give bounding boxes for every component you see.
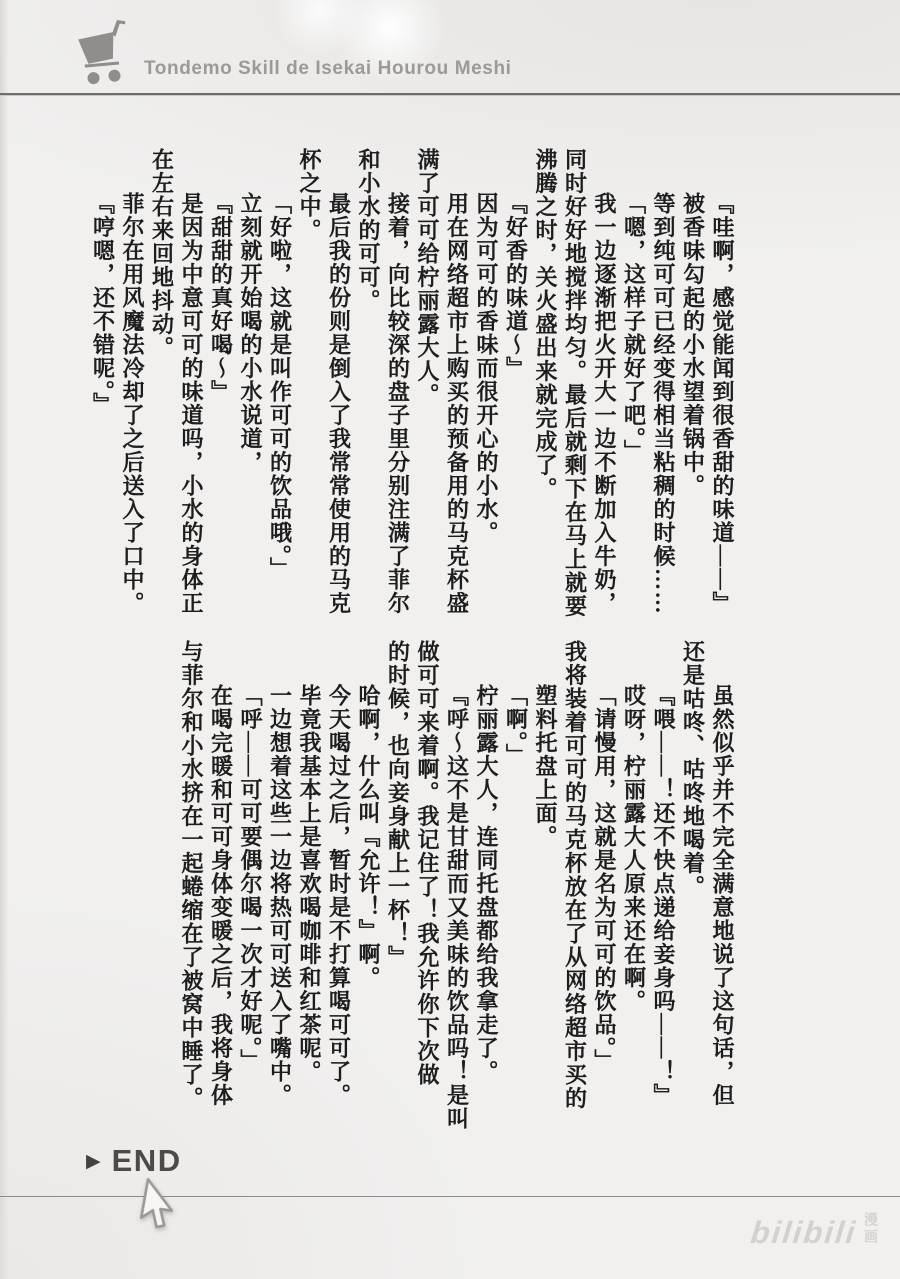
shopping-cart-icon (70, 18, 142, 92)
text-column: 我将装着可可的马克杯放在了从网络超市买的 (562, 640, 588, 1110)
text-column: 虽然似乎并不完全满意地说了这句话，但 (710, 684, 735, 1107)
text-column: 最后我的份则是倒入了我常常使用的马克 (326, 192, 352, 615)
text-column: 『喂——！还不快点递给妾身吗——！』 (651, 684, 676, 1107)
text-column: 杯之中。 (297, 148, 322, 242)
text-column: 与菲尔和小水挤在一起蜷缩在了被窝中睡了。 (179, 640, 204, 1110)
text-column: 『甜甜的真好喝～』 (208, 192, 234, 404)
text-column: 同时好好地搅拌均匀。最后就剩下在马上就要 (562, 148, 588, 618)
text-column: 满了可可给柠丽露大人。 (415, 148, 440, 407)
text-column: 「嗯，这样子就好了吧。」 (621, 192, 647, 463)
text-column: 我一边逐渐把火开大一边不断加入牛奶， (592, 192, 617, 615)
page-header-title: Tondemo Skill de Isekai Hourou Meshi (144, 58, 512, 79)
text-column: 沸腾之时，关火盛出来就完成了。 (533, 148, 558, 501)
text-column: 做可可来着啊。我记住了！我允许你下次做 (415, 640, 440, 1087)
footer-divider (0, 1196, 900, 1197)
text-column: 接着，向比较深的盘子里分别注满了菲尔 (385, 192, 411, 615)
text-column: 『哇啊，感觉能闻到很香甜的味道——』 (710, 192, 735, 615)
text-column: 的时候，也向妾身献上一杯！』 (385, 640, 411, 969)
text-column: 一边想着这些一边将热可可送入了嘴中。 (267, 684, 293, 1107)
text-column: 哎呀，柠丽露大人原来还在啊。 (621, 684, 647, 1013)
text-column: 『好香的味道～』 (503, 192, 529, 380)
text-column: 是因为中意可可的味道吗，小水的身体正 (179, 192, 204, 615)
text-column: 『哼嗯，还不错呢。』 (90, 192, 116, 416)
text-column: 今天喝过之后，暂时是不打算喝可可了。 (326, 684, 352, 1107)
text-column: 「请慢用，这就是名为可可的饮品。」 (592, 684, 617, 1073)
mouse-cursor-icon (136, 1177, 180, 1234)
bilibili-logo-text: bilibili (749, 1215, 859, 1250)
text-column: 立刻就开始喝的小水说道， (238, 192, 263, 474)
text-column: 等到纯可可已经变得相当粘稠的时候…… (651, 192, 676, 615)
header-divider (0, 93, 900, 96)
text-column: 塑料托盘上面。 (533, 684, 558, 849)
end-marker[interactable] (86, 1143, 182, 1179)
text-column: 「啊。」 (503, 684, 529, 767)
page-header (0, 0, 900, 93)
text-column: 还是咕咚、咕咚地喝着。 (680, 640, 706, 899)
text-column: 因为可可的香味而很开心的小水。 (474, 192, 499, 545)
bilibili-manga-watermark (751, 1212, 878, 1248)
play-triangle-icon: ▶ (86, 1150, 101, 1172)
manga-label: 漫画 (863, 1212, 879, 1246)
text-column: 在左右来回地抖动。 (149, 148, 175, 360)
text-column: 和小水的可可。 (356, 148, 381, 313)
text-column: 哈啊，什么叫『允许！』啊。 (356, 684, 381, 990)
text-column: 「好啦，这就是叫作可可的饮品哦。」 (267, 192, 293, 581)
text-column: 「呼——可可要偶尔喝一次才好呢。」 (238, 684, 263, 1073)
text-column: 柠丽露大人，连同托盘都给我拿走了。 (474, 684, 499, 1084)
text-column: 『呼～这不是甘甜而又美味的饮品吗！是叫 (444, 684, 470, 1131)
text-column: 在喝完暖和可可身体变暖之后，我将身体 (208, 684, 234, 1107)
text-column: 菲尔在用风魔法冷却了之后送入了口中。 (120, 192, 145, 615)
end-label: END (111, 1143, 182, 1178)
text-column: 被香味勾起的小水望着锅中。 (680, 192, 706, 498)
text-column: 用在网络超市上购买的预备用的马克杯盛 (444, 192, 470, 615)
text-column: 毕竟我基本上是喜欢喝咖啡和红茶呢。 (297, 684, 322, 1084)
